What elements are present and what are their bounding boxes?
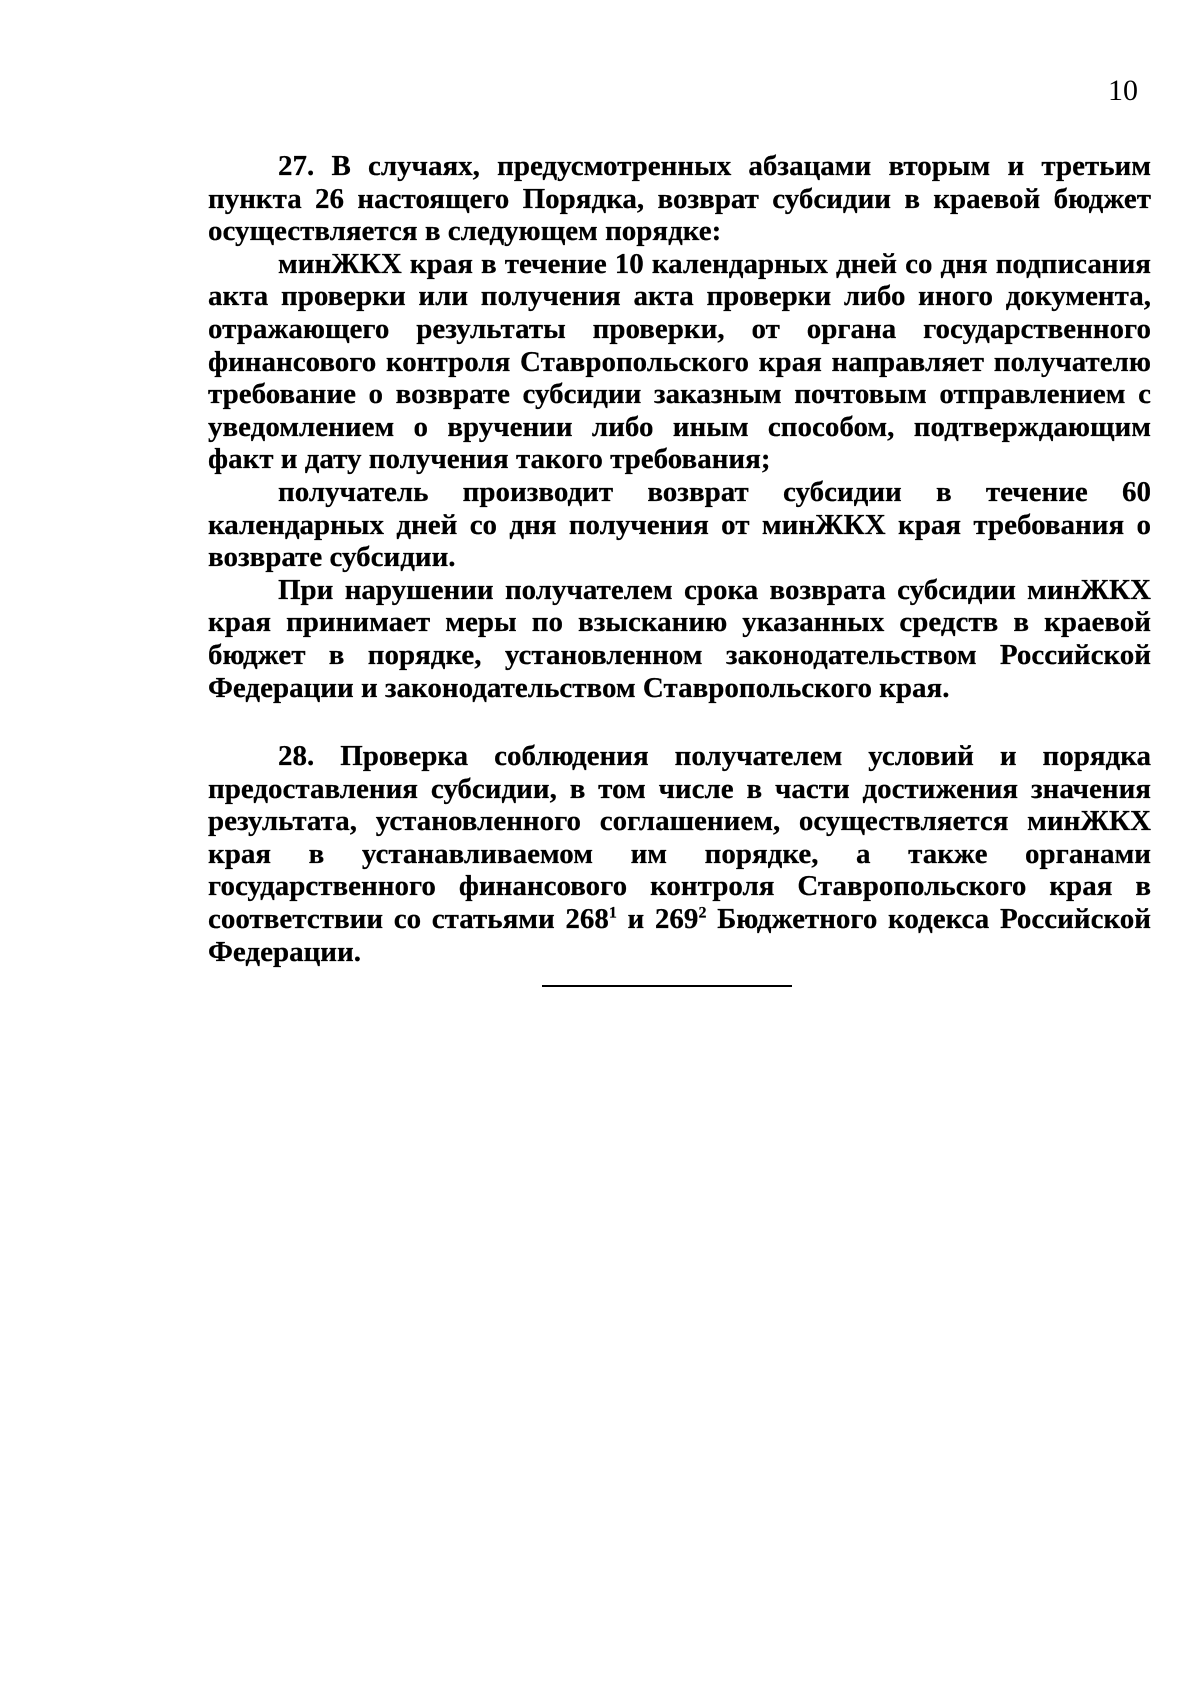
superscript-1: 1 (608, 904, 617, 922)
document-body (208, 150, 1151, 968)
paragraph-28-text: 28. Проверка соблюдения получателем условий и порядка предоставления субсидии, в том числе в части достижения значения результата, установленного соглашением, осуществляется минЖКХ края в устанавливаемом им порядке, а также органами государственного финансового контроля Ставропольского края в соответствии со статьями 268 (208, 740, 1151, 936)
page-number: 10 (1108, 74, 1138, 107)
superscript-2: 2 (698, 904, 707, 922)
paragraph-27-intro: 27. В случаях, предусмотренных абзацами вторым и третьим пункта 26 настоящего Порядка, возврат субсидии в краевой бюджет осуществляется в следующем порядке: (208, 150, 1151, 248)
paragraph-27-ministry-step: минЖКХ края в течение 10 календарных дней со дня подписания акта проверки или получения акта проверки либо иного документа, отражающего результаты проверки, от органа государственного финансового контроля Ставропольского края направляет получателю требование о возврате субсидии заказным почтовым отправлением с уведомлением о вручении либо иным способом, подтверждающим факт и дату получения такого требования; (208, 247, 1151, 476)
paragraph-28-text-2: и 269 (616, 903, 699, 936)
paragraph-28 (208, 740, 1151, 968)
paragraph-gap (208, 704, 1151, 740)
end-separator-line (542, 985, 792, 987)
paragraph-27-violation: При нарушении получателем срока возврата субсидии минЖКХ края принимает меры по взысканию указанных средств в краевой бюджет в порядке, установленном законодательством Российской Федерации и законодательством Ставропольского края. (208, 573, 1151, 704)
paragraph-27-recipient-step: получатель производит возврат субсидии в течение 60 календарных дней со дня получения от минЖКХ края требования о возврате субсидии. (208, 475, 1151, 574)
paragraph-28-text-3: Бюджетного кодекса Российской Федерации. (208, 903, 1151, 968)
